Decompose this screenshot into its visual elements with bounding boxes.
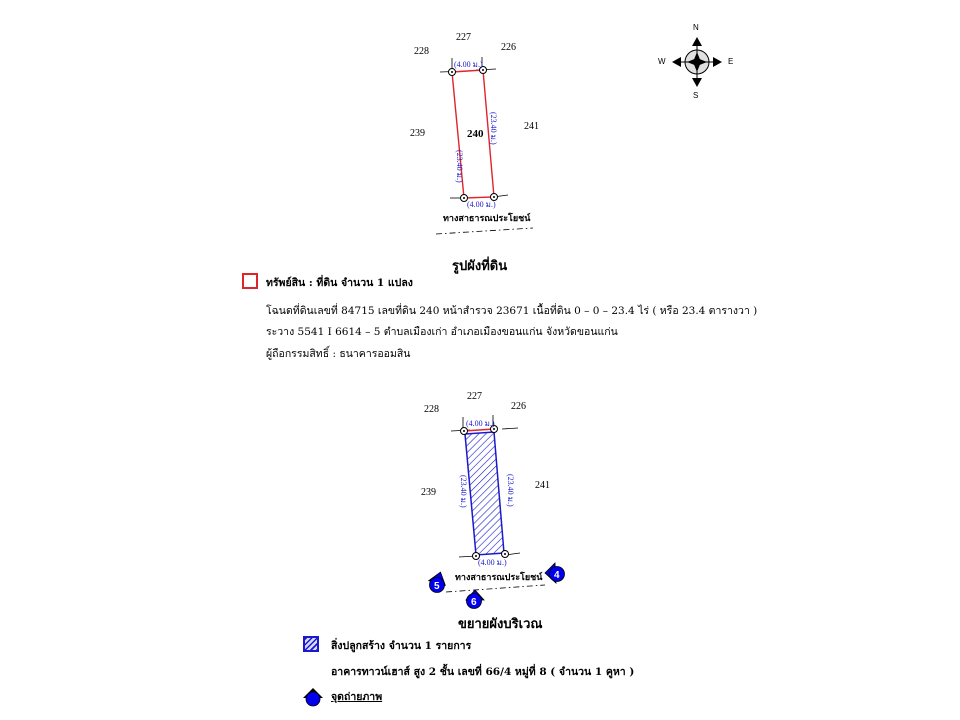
photo-point-legend-icon	[303, 688, 323, 706]
compass-rose	[658, 23, 733, 100]
neighbor-226: 226	[511, 401, 526, 412]
road-label: ทางสาธารณประโยชน์	[443, 214, 531, 224]
dim-right: (23.40 ม.)	[506, 474, 515, 507]
neighbor-228: 228	[414, 46, 429, 57]
road-label: ทางสาธารณประโยชน์	[455, 573, 543, 583]
neighbor-239: 239	[410, 128, 425, 139]
neighbor-227: 227	[467, 391, 482, 402]
site-vicinity-plan	[421, 391, 565, 609]
parcel-number: 240	[467, 128, 484, 140]
photo-point-4-label: 4	[554, 570, 560, 581]
compass-n: N	[693, 23, 699, 32]
neighbor-227: 227	[456, 32, 471, 43]
dim-bottom: (4.00 ม.)	[478, 558, 507, 567]
neighbor-226: 226	[501, 42, 516, 53]
building-legend-label: สิ่งปลูกสร้าง จำนวน 1 รายการ	[331, 640, 472, 652]
road-centerline	[436, 228, 533, 234]
photo-point-6-label: 6	[471, 597, 477, 608]
owner-info-line: ผู้ถือกรรมสิทธิ์ : ธนาคารออมสิน	[266, 348, 411, 360]
neighbor-228: 228	[424, 404, 439, 415]
neighbor-241: 241	[524, 121, 539, 132]
photo-point-legend-label: จุดถ่ายภาพ	[331, 691, 383, 703]
asset-legend-label: ทรัพย์สิน : ที่ดิน จำนวน 1 แปลง	[266, 277, 413, 289]
compass-s: S	[693, 91, 699, 100]
compass-w: W	[658, 57, 666, 66]
land-plan	[410, 32, 539, 234]
location-info-line: ระวาง 5541 I 6614 – 5 ตำบลเมืองเก่า อำเภอเมืองขอนแก่น จังหวัดขอนแก่น	[266, 326, 618, 338]
dim-bottom: (4.00 ม.)	[467, 200, 496, 209]
dim-top: (4.00 ม.)	[454, 60, 483, 69]
dim-left: (23.40 ม.)	[459, 475, 468, 508]
building-legend-swatch	[303, 636, 319, 652]
neighbor-239: 239	[421, 487, 436, 498]
north-arrow-icon	[692, 37, 702, 46]
vicinity-plan-title: ขยายผังบริเวณ	[458, 617, 543, 632]
road-centerline	[446, 585, 545, 592]
photo-point-5-label: 5	[434, 581, 440, 592]
dim-top: (4.00 ม.)	[466, 419, 495, 428]
neighbor-241: 241	[535, 480, 550, 491]
compass-e: E	[728, 57, 734, 66]
photo-point-5[interactable]	[427, 572, 445, 592]
asset-legend-swatch	[242, 273, 258, 289]
building-info-line: อาคารทาวน์เฮาส์ สูง 2 ชั้น เลขที่ 66/4 หมู่ที่ 8 ( จำนวน 1 คูหา )	[331, 666, 635, 678]
dim-left: (23.40 ม.)	[455, 150, 464, 183]
dim-right: (23.40 ม.)	[489, 112, 498, 145]
land-plan-title: รูปผังที่ดิน	[452, 259, 508, 274]
deed-info-line: โฉนดที่ดินเลขที่ 84715 เลขที่ดิน 240 หน้าสำรวจ 23671 เนื้อที่ดิน 0 – 0 – 23.4 ไร่ ( หรือ 23.4 ตารางวา )	[266, 305, 758, 317]
building-footprint	[465, 432, 504, 555]
photo-point-4[interactable]	[545, 563, 565, 583]
photo-point-6[interactable]	[466, 590, 484, 609]
